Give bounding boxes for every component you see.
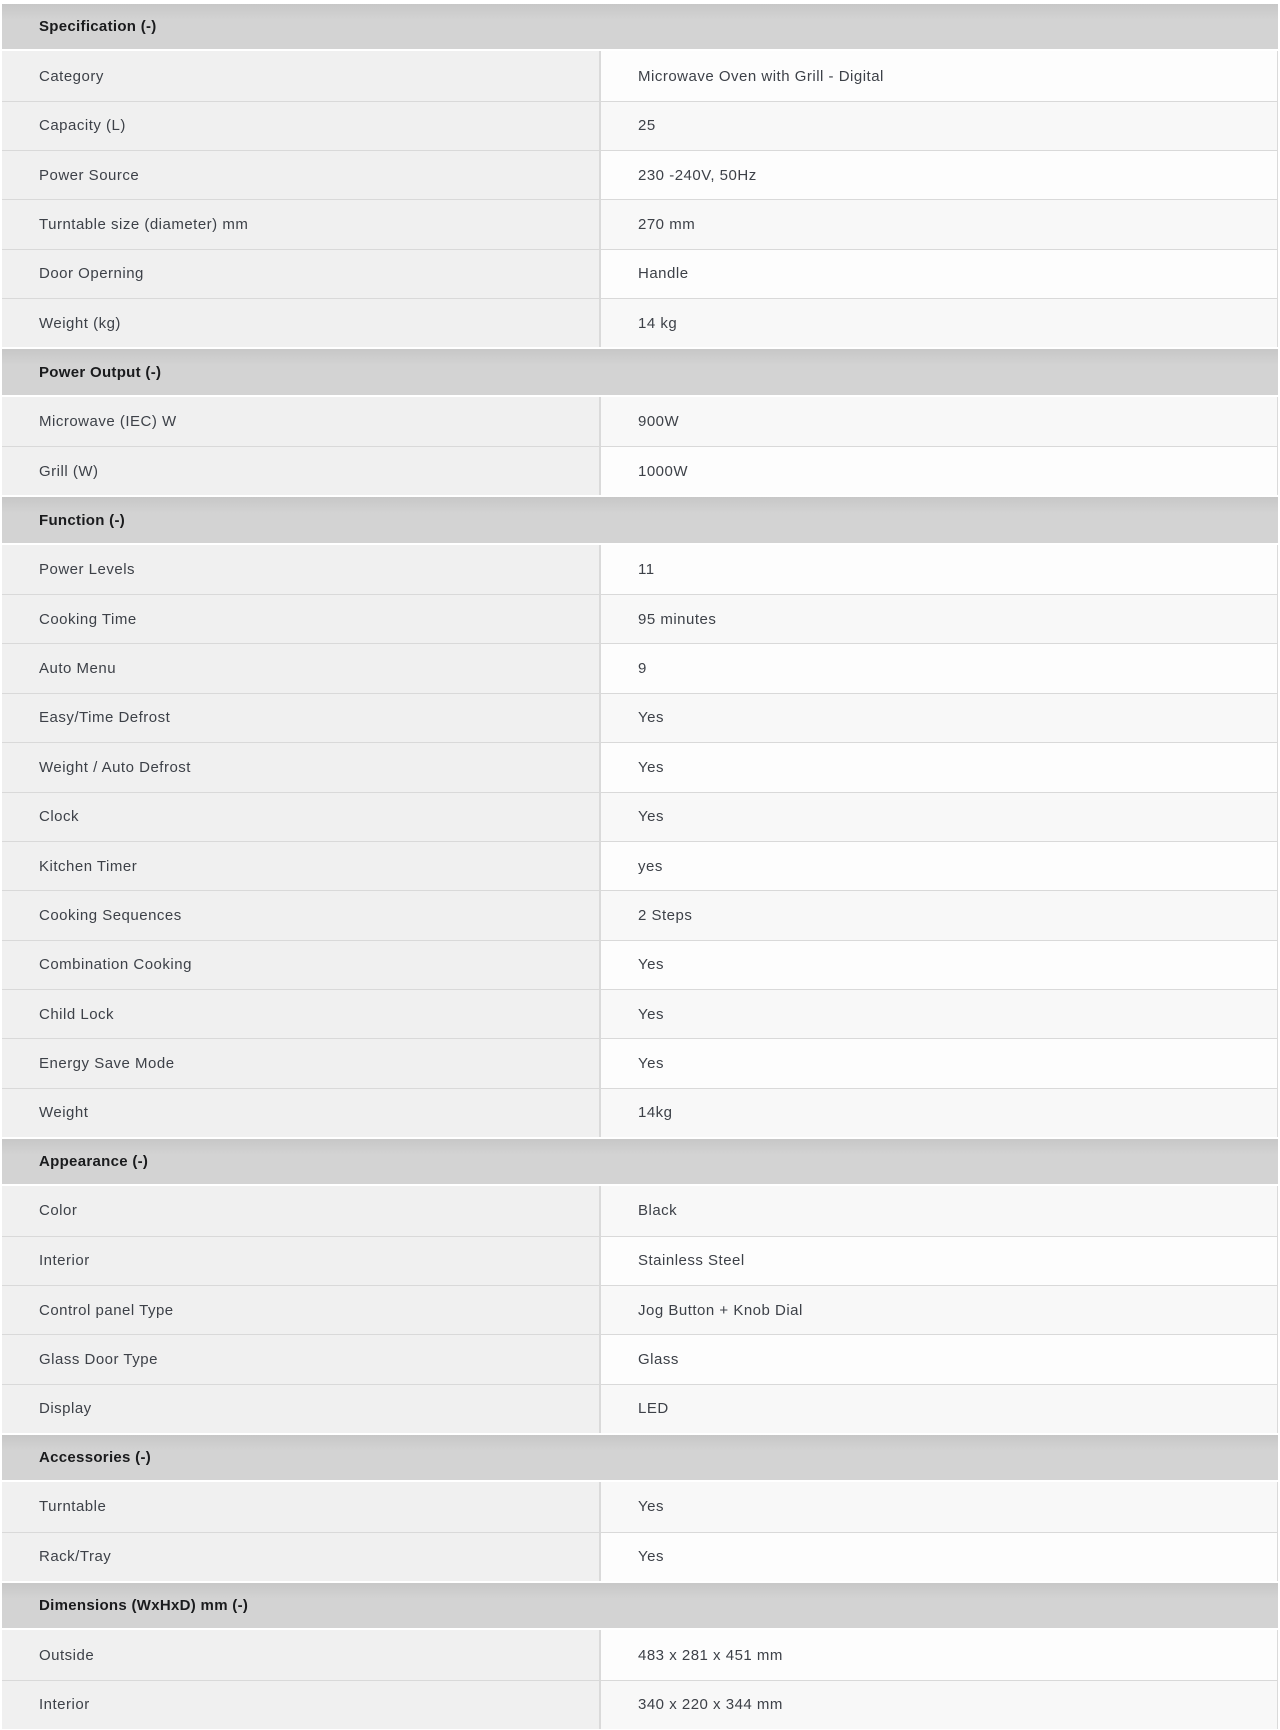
spec-row [2, 446, 1278, 495]
section-header-row[interactable] [2, 1137, 1278, 1186]
spec-value: Glass [601, 1335, 1278, 1383]
spec-label: Turntable [2, 1482, 601, 1531]
spec-value: 14kg [601, 1089, 1278, 1137]
spec-value: LED [601, 1385, 1278, 1433]
spec-row [2, 643, 1278, 692]
spec-row [2, 989, 1278, 1038]
spec-value: 1000W [601, 447, 1278, 495]
spec-label: Weight [2, 1089, 601, 1137]
spec-value: 340 x 220 x 344 mm [601, 1681, 1278, 1729]
spec-label: Child Lock [2, 990, 601, 1038]
spec-value: Yes [601, 1533, 1278, 1581]
spec-label: Power Source [2, 151, 601, 199]
section-header-label: Dimensions (WxHxD) mm (-) [39, 1597, 249, 1615]
spec-row [2, 1680, 1278, 1729]
spec-row [2, 199, 1278, 248]
spec-row [2, 841, 1278, 890]
spec-value: Yes [601, 990, 1278, 1038]
spec-value: Stainless Steel [601, 1237, 1278, 1285]
spec-label: Cooking Sequences [2, 891, 601, 939]
spec-label: Interior [2, 1681, 601, 1729]
spec-label: Interior [2, 1237, 601, 1285]
spec-value: Handle [601, 250, 1278, 298]
spec-value: 483 x 281 x 451 mm [601, 1630, 1278, 1679]
section-header-row[interactable] [2, 347, 1278, 396]
spec-table [2, 2, 1278, 1729]
spec-row [2, 792, 1278, 841]
spec-value: Jog Button + Knob Dial [601, 1286, 1278, 1334]
spec-row [2, 1532, 1278, 1581]
spec-label: Control panel Type [2, 1286, 601, 1334]
spec-label: Color [2, 1186, 601, 1235]
spec-value: Yes [601, 743, 1278, 791]
spec-row [2, 1630, 1278, 1679]
spec-label: Microwave (IEC) W [2, 397, 601, 446]
spec-value: 14 kg [601, 299, 1278, 347]
spec-row [2, 545, 1278, 594]
spec-row [2, 249, 1278, 298]
spec-label: Grill (W) [2, 447, 601, 495]
section-header-label: Power Output (-) [39, 363, 162, 381]
spec-value: 25 [601, 102, 1278, 150]
spec-row [2, 940, 1278, 989]
spec-value: yes [601, 842, 1278, 890]
spec-label: Power Levels [2, 545, 601, 594]
spec-row [2, 298, 1278, 347]
spec-label: Door Operning [2, 250, 601, 298]
spec-label: Clock [2, 793, 601, 841]
spec-label: Weight / Auto Defrost [2, 743, 601, 791]
spec-value: Yes [601, 941, 1278, 989]
section-header-row[interactable] [2, 2, 1278, 51]
spec-label: Combination Cooking [2, 941, 601, 989]
section-header-label: Specification (-) [39, 18, 157, 36]
spec-label: Kitchen Timer [2, 842, 601, 890]
spec-label: Easy/Time Defrost [2, 694, 601, 742]
spec-value: Yes [601, 1039, 1278, 1087]
spec-value: 900W [601, 397, 1278, 446]
spec-row [2, 594, 1278, 643]
spec-row [2, 1088, 1278, 1137]
spec-value: 270 mm [601, 200, 1278, 248]
spec-row [2, 890, 1278, 939]
spec-label: Display [2, 1385, 601, 1433]
spec-label: Weight (kg) [2, 299, 601, 347]
section-header-row[interactable] [2, 495, 1278, 544]
spec-row [2, 150, 1278, 199]
spec-row [2, 1236, 1278, 1285]
spec-row [2, 51, 1278, 100]
spec-label: Capacity (L) [2, 102, 601, 150]
spec-row [2, 742, 1278, 791]
spec-label: Energy Save Mode [2, 1039, 601, 1087]
section-header-label: Accessories (-) [39, 1449, 152, 1467]
spec-row [2, 1334, 1278, 1383]
spec-value: 95 minutes [601, 595, 1278, 643]
spec-label: Auto Menu [2, 644, 601, 692]
spec-label: Turntable size (diameter) mm [2, 200, 601, 248]
section-header-label: Function (-) [39, 511, 126, 529]
spec-row [2, 1186, 1278, 1235]
spec-row [2, 1285, 1278, 1334]
spec-row [2, 397, 1278, 446]
spec-value: Microwave Oven with Grill - Digital [601, 51, 1278, 100]
spec-row [2, 1482, 1278, 1531]
spec-value: 2 Steps [601, 891, 1278, 939]
spec-value: Black [601, 1186, 1278, 1235]
spec-value: 230 -240V, 50Hz [601, 151, 1278, 199]
section-header-row[interactable] [2, 1581, 1278, 1630]
spec-row [2, 101, 1278, 150]
spec-row [2, 693, 1278, 742]
spec-label: Category [2, 51, 601, 100]
spec-value: 11 [601, 545, 1278, 594]
spec-label: Outside [2, 1630, 601, 1679]
spec-value: Yes [601, 793, 1278, 841]
spec-row [2, 1038, 1278, 1087]
spec-label: Cooking Time [2, 595, 601, 643]
spec-row [2, 1384, 1278, 1433]
spec-value: Yes [601, 694, 1278, 742]
spec-label: Glass Door Type [2, 1335, 601, 1383]
section-header-row[interactable] [2, 1433, 1278, 1482]
spec-value: 9 [601, 644, 1278, 692]
spec-value: Yes [601, 1482, 1278, 1531]
spec-label: Rack/Tray [2, 1533, 601, 1581]
section-header-label: Appearance (-) [39, 1153, 149, 1171]
